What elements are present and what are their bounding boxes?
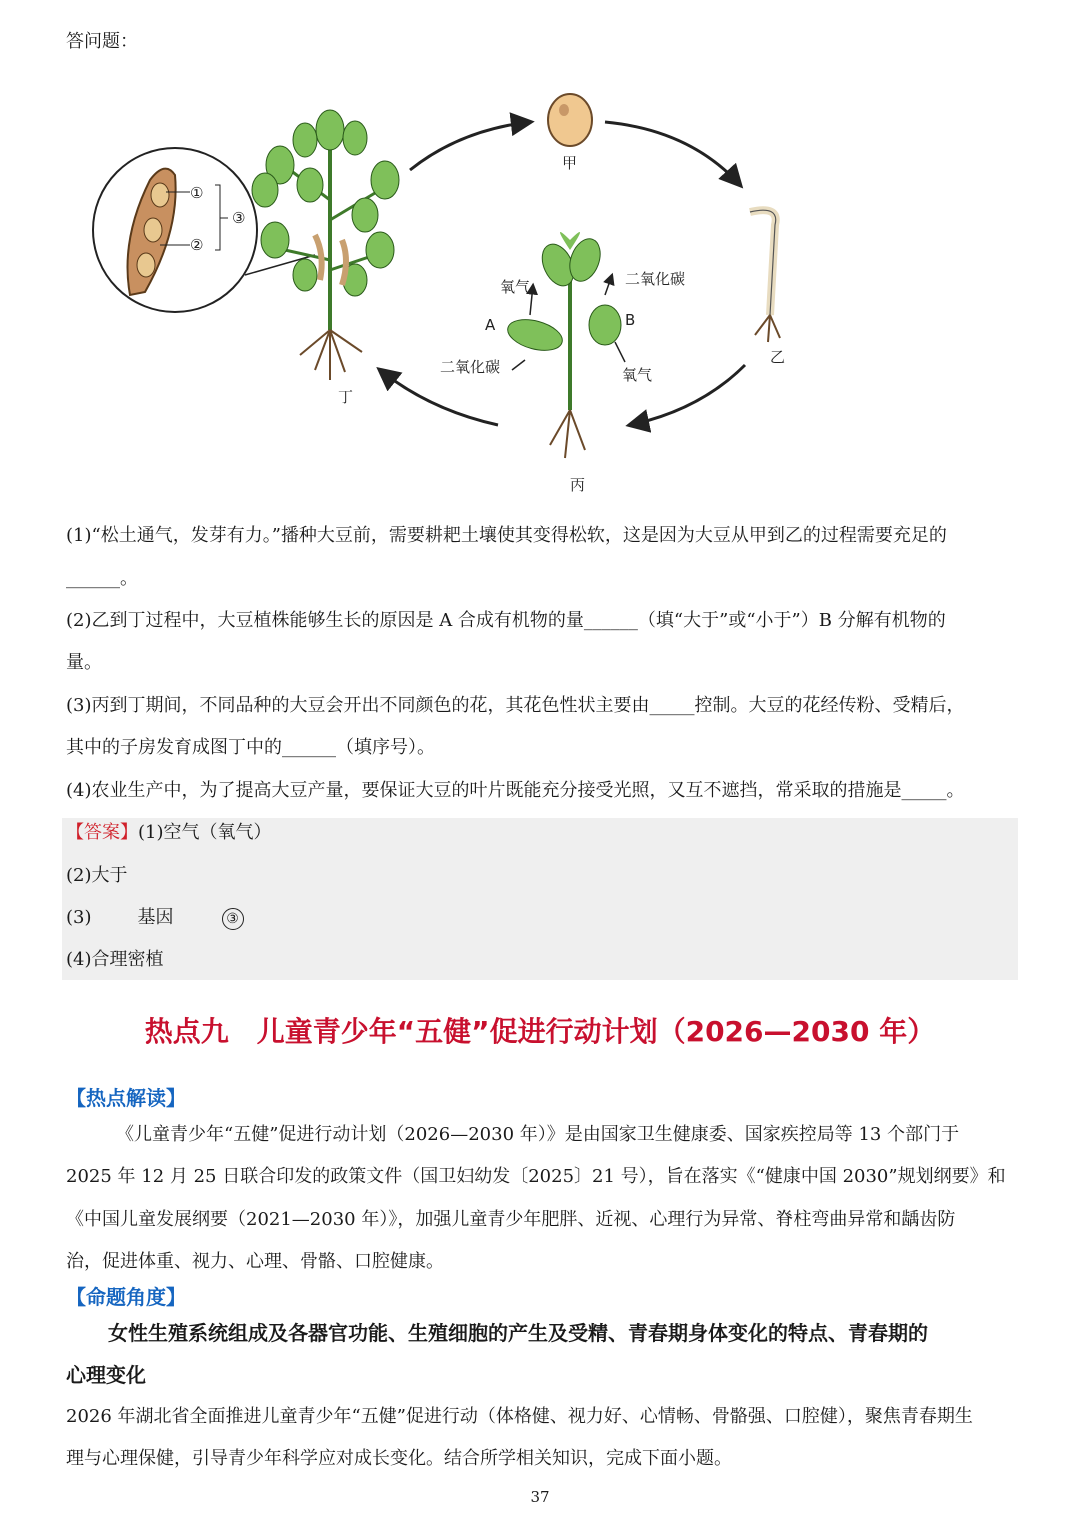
seed-icon bbox=[548, 94, 592, 146]
question-3-line-2: 其中的子房发育成图丁中的______（填序号）。 bbox=[66, 737, 435, 758]
svg-text:③: ③ bbox=[232, 209, 246, 227]
intro-text: 答问题： bbox=[66, 31, 138, 52]
svg-text:①: ① bbox=[190, 184, 204, 202]
interpret-tag: 【热点解读】 bbox=[66, 1086, 186, 1110]
answer-3-number: (3) bbox=[66, 907, 92, 928]
answer-tag: 【答案】 bbox=[66, 822, 138, 843]
answer-4: (4)合理密植 bbox=[66, 949, 164, 970]
arrow-ding-to-jia bbox=[410, 122, 530, 170]
page-number: 37 bbox=[530, 1488, 550, 1506]
young-plant-icon bbox=[504, 232, 625, 458]
answer-2: (2)大于 bbox=[66, 865, 128, 886]
angle-line-2: 心理变化 bbox=[66, 1363, 146, 1387]
mature-soybean-plant-icon bbox=[252, 110, 399, 380]
pod-magnified-circle bbox=[93, 148, 257, 312]
arrow-bing-to-ding bbox=[380, 370, 498, 425]
svg-text:二氧化碳: 二氧化碳 bbox=[625, 270, 686, 288]
question-2-line-1: (2)乙到丁过程中，大豆植株能够生长的原因是 A 合成有机物的量______（填“大于”或“小于”）B 分解有机物的 bbox=[66, 610, 946, 631]
svg-text:A: A bbox=[485, 316, 496, 334]
answer-line-3 bbox=[66, 906, 244, 930]
question-4: (4)农业生产中，为了提高大豆产量，要保证大豆的叶片既能充分接受光照，又互不遮挡，常采取的措施是_____。 bbox=[66, 780, 965, 801]
arrow-jia-to-yi bbox=[605, 122, 740, 185]
answer-3-circled-number: ③ bbox=[222, 908, 244, 930]
answer-1: (1)空气（氧气） bbox=[138, 822, 272, 843]
interpret-line-1: 《儿童青少年“五健”促进行动计划（2026—2030 年）》是由国家卫生健康委、国家疾控局等 13 个部门于 bbox=[116, 1124, 960, 1145]
question-2-line-2: 量。 bbox=[66, 652, 102, 673]
body-line-1: 2026 年湖北省全面推进儿童青少年“五健”促进行动（体格健、视力好、心情畅、骨骼强、口腔健），聚焦青春期生 bbox=[66, 1406, 973, 1427]
question-1-line-1: (1)“松土通气，发芽有力。”播种大豆前，需要耕耙土壤使其变得松软，这是因为大豆从甲到乙的过程需要充足的 bbox=[66, 525, 947, 546]
svg-text:乙: 乙 bbox=[770, 348, 786, 366]
answer-3-text: 基因 bbox=[137, 907, 174, 928]
seedling-icon bbox=[750, 210, 780, 342]
svg-text:②: ② bbox=[190, 236, 204, 254]
svg-text:氧气: 氧气 bbox=[500, 278, 531, 296]
svg-text:氧气: 氧气 bbox=[622, 366, 653, 384]
interpret-line-4: 治，促进体重、视力、心理、骨骼、口腔健康。 bbox=[66, 1251, 444, 1272]
question-1-line-2: ______。 bbox=[66, 568, 138, 589]
question-3-line-1: (3)丙到丁期间，不同品种的大豆会开出不同颜色的花，其花色性状主要由_____控制。大豆的花经传粉、受精后， bbox=[66, 695, 965, 716]
svg-text:甲: 甲 bbox=[562, 154, 578, 172]
svg-text:丁: 丁 bbox=[338, 388, 354, 406]
answer-line-1 bbox=[66, 821, 272, 845]
body-line-2: 理与心理保健，引导青少年科学应对成长变化。结合所学相关知识，完成下面小题。 bbox=[66, 1448, 732, 1469]
svg-text:二氧化碳: 二氧化碳 bbox=[440, 358, 501, 376]
svg-text:B: B bbox=[625, 311, 636, 329]
soybean-life-cycle-diagram bbox=[80, 80, 1010, 500]
angle-tag: 【命题角度】 bbox=[66, 1285, 186, 1309]
interpret-line-2: 2025 年 12 月 25 日联合印发的政策文件（国卫妇幼发〔2025〕21 号），旨在落实《“健康中国 2030”规划纲要》和 bbox=[66, 1166, 1006, 1187]
svg-text:丙: 丙 bbox=[570, 476, 586, 494]
section-heading: 热点九 儿童青少年“五健”促进行动计划（2026—2030 年） bbox=[144, 1015, 936, 1048]
interpret-line-3: 《中国儿童发展纲要（2021—2030 年）》，加强儿童青少年肥胖、近视、心理行为异常、脊柱弯曲异常和龋齿防 bbox=[66, 1209, 956, 1230]
angle-line-1: 女性生殖系统组成及各器官功能、生殖细胞的产生及受精、青春期身体变化的特点、青春期的 bbox=[108, 1321, 928, 1345]
